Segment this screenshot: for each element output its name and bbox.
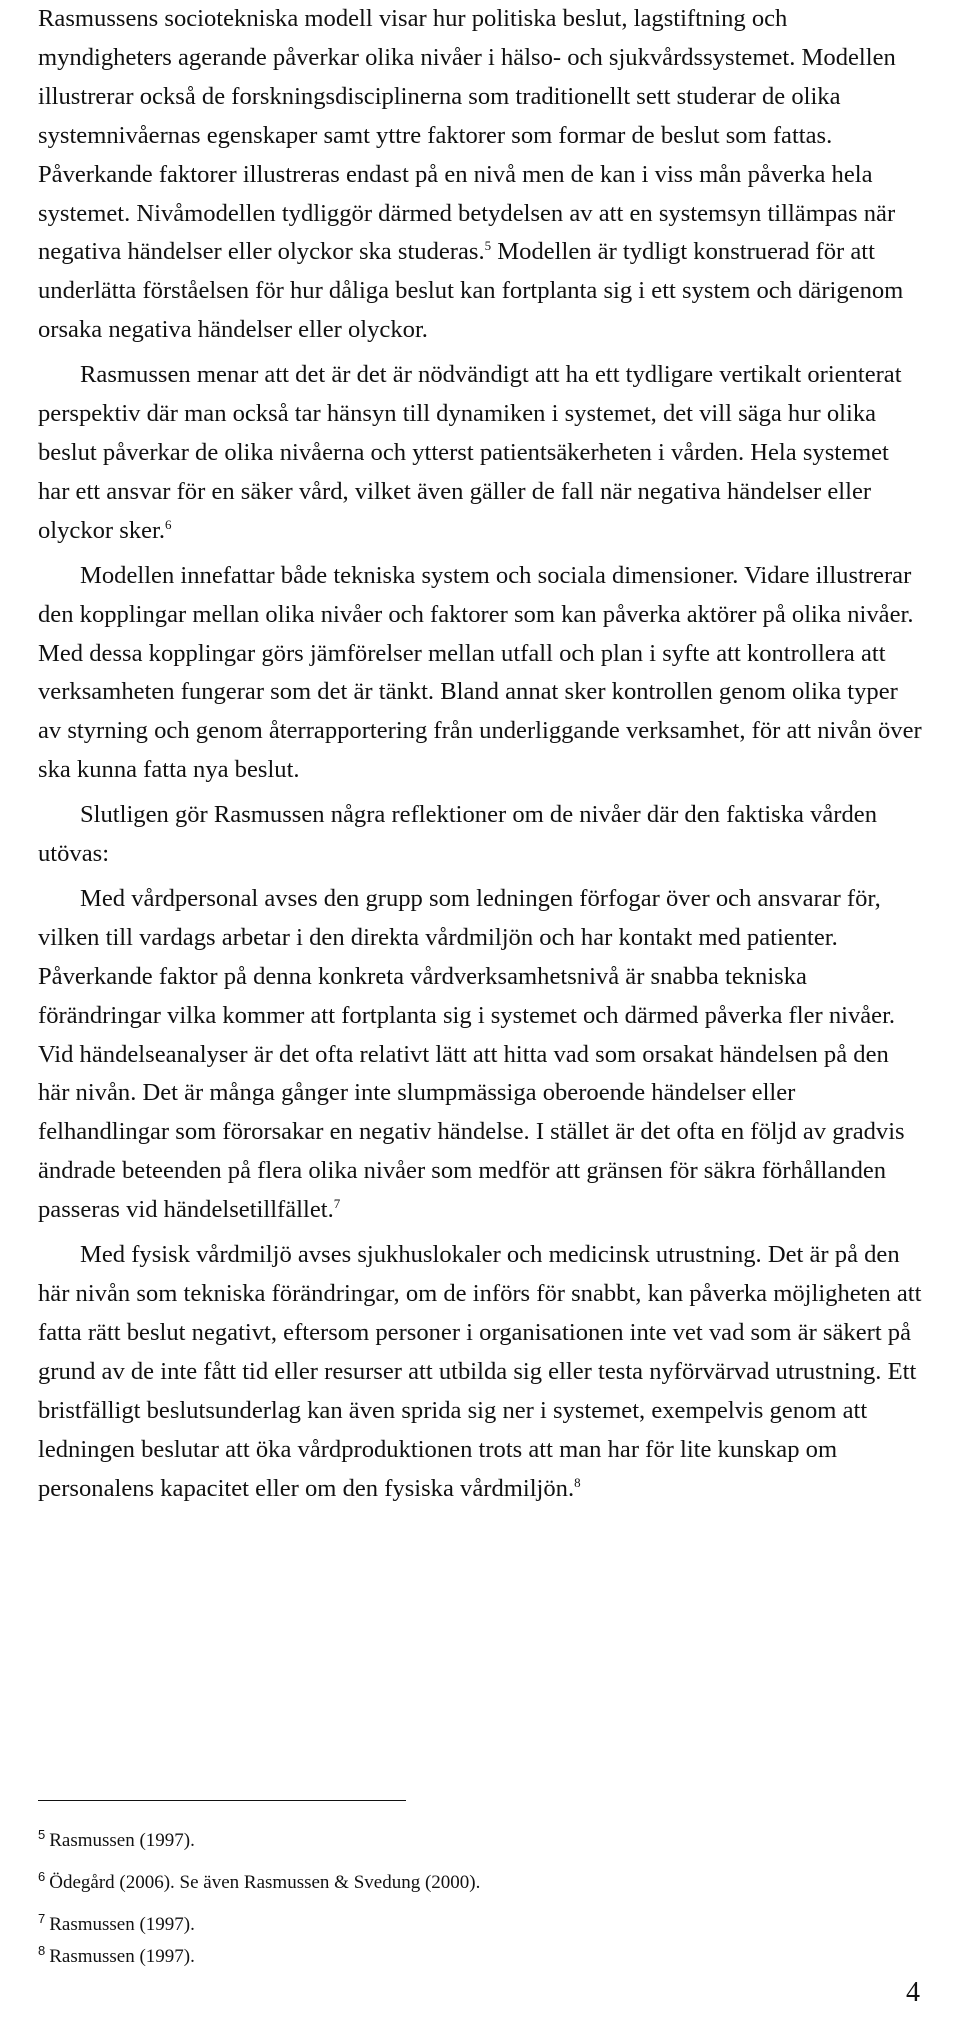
page-number: 4 xyxy=(906,1977,920,2008)
paragraph-6-text: Med fysisk vårdmiljö avses sjukhuslokaler och medicinsk utrustning. Det är på den här nivån som tekniska förändringar, om de införs för snabbt, kan påverka möjligheten att fatta rätt beslut negativt, eftersom personer i organisationen inte vet vad som är säkert på grund av de inte fått tid eller resurser att utbilda sig eller testa nyförvärvad utrustning. Ett bristfälligt beslutsunderlag kan även sprida sig ner i systemet, exempelvis genom att ledningen beslutar att öka vårdproduktionen trots att man har för lite kunskap om personalens kapacitet eller om den fysiska vårdmiljön. xyxy=(38,1241,922,1502)
paragraph-1-tail: Modellen är tydligt konstruerad för att underlätta förståelsen för hur dåliga beslut kan fortplanta sig i ett system och därigenom orsaka negativa händelser eller olyckor. xyxy=(38,238,904,344)
footnote-ref-6[interactable]: 6 xyxy=(165,516,172,532)
paragraph-6 xyxy=(38,1236,922,1508)
paragraph-3 xyxy=(38,557,922,790)
footnote-number: 7 xyxy=(38,1910,46,1926)
footnotes xyxy=(38,1826,918,1974)
paragraph-3-text: Modellen innefattar både tekniska system och sociala dimensioner. Vidare illustrerar den kopplingar mellan olika nivåer och faktorer som kan påverka aktörer på olika nivåer. Med dessa kopplingar görs jämförelser mellan utfall och plan i syfte att kontrollera att verksamheten fungerar som det är tänkt. Bland annat sker kontrollen genom olika typer av styrning och genom återrapportering från underliggande verksamhet, för att nivån över ska kunna fatta nya beslut. xyxy=(38,561,922,784)
footnote-6 xyxy=(38,1868,918,1898)
body-text xyxy=(38,0,922,1514)
footnote-ref-5[interactable]: 5 xyxy=(484,238,492,254)
footnote-text: Rasmussen (1997). xyxy=(49,1946,195,1967)
paragraph-5 xyxy=(38,880,922,1230)
footnote-ref-8[interactable]: 8 xyxy=(574,1474,581,1490)
paragraph-1 xyxy=(38,0,922,350)
paragraph-2-text: Rasmussen menar att det är det är nödvändigt att ha ett tydligare vertikalt orienterat perspektiv där man också tar hänsyn till dynamiken i systemet, det vill säga hur olika beslut påverkar de olika nivåerna och ytterst patientsäkerheten i vården. Hela systemet har ett ansvar för en säker vård, vilket även gäller de fall när negativa händelser eller olyckor sker. xyxy=(38,361,902,544)
paragraph-5-text: Med vårdpersonal avses den grupp som ledningen förfogar över och ansvarar för, vilken till vardags arbetar i den direkta vårdmiljön och har kontakt med patienter. Påverkande faktor på denna konkreta vårdverksamhetsnivå är snabba tekniska förändringar vilka kommer att fortplanta sig i systemet och därmed påverka fler nivåer. Vid händelseanalyser är det ofta relativt lätt att hitta vad som orsakat händelsen på den här nivån. Det är många gånger inte slumpmässiga oberoende händelser eller felhandlingar som förorsakar en negativ händelse. I stället är det ofta en följd av gradvis ändrade beteenden på flera olika nivåer som medför att gränsen för säkra förhållanden passeras vid händelsetillfället. xyxy=(38,884,905,1224)
footnote-divider xyxy=(38,1800,406,1801)
footnote-text: Ödegård (2006). Se även Rasmussen & Svedung (2000). xyxy=(49,1872,481,1893)
footnote-8 xyxy=(38,1942,918,1972)
footnote-5 xyxy=(38,1826,918,1856)
paragraph-4-text: Slutligen gör Rasmussen några reflektioner om de nivåer där den faktiska vården utövas: xyxy=(38,801,877,868)
paragraph-4 xyxy=(38,796,922,874)
footnote-number: 5 xyxy=(38,1826,46,1842)
footnote-number: 8 xyxy=(38,1942,46,1958)
footnote-text: Rasmussen (1997). xyxy=(49,1830,195,1851)
footnote-text: Rasmussen (1997). xyxy=(49,1914,195,1935)
footnote-ref-7[interactable]: 7 xyxy=(333,1196,341,1211)
paragraph-2 xyxy=(38,356,922,551)
footnote-number: 6 xyxy=(38,1868,46,1884)
footnote-7 xyxy=(38,1910,918,1940)
paragraph-1-text: Rasmussens sociotekniska modell visar hur politiska beslut, lagstiftning och myndigheters agerande påverkar olika nivåer i hälso- och sjukvårdssystemet. Modellen illustrerar också de forskningsdisciplinerna som traditionellt sett studerar de olika systemnivåernas egenskaper samt yttre faktorer som formar de beslut som fattas. Påverkande faktorer illustreras endast på en nivå men de kan i viss mån påverka hela systemet. Nivåmodellen tydliggör därmed betydelsen av att en systemsyn tillämpas när negativa händelser eller olyckor ska studeras. xyxy=(38,5,896,266)
